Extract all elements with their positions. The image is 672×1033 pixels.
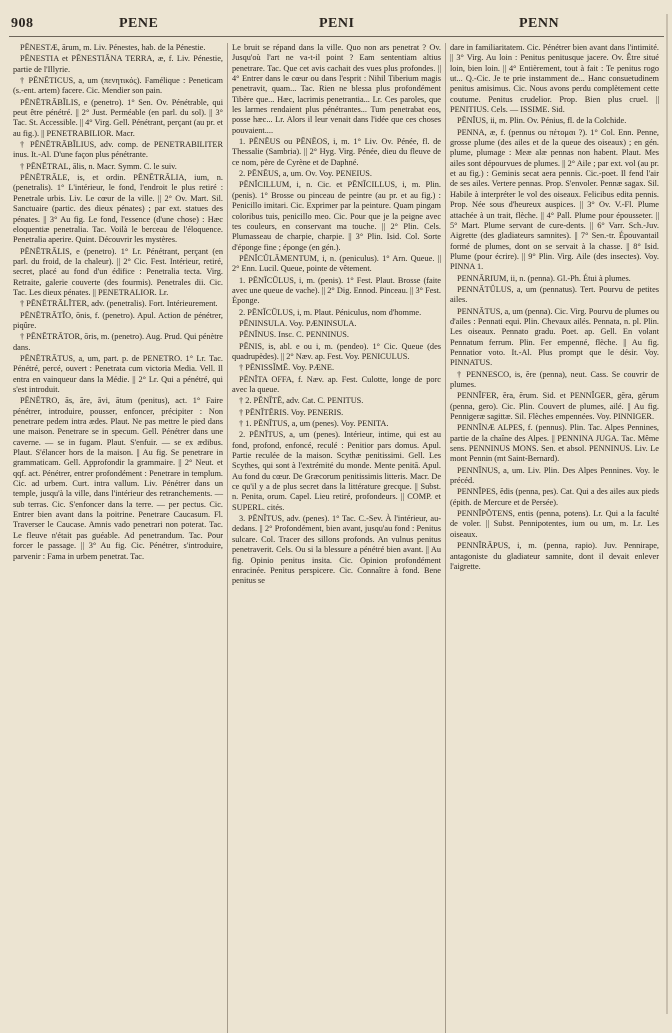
left-running-head: PENE — [119, 16, 159, 31]
dictionary-entry: 1. PĒNĒUS ou PĒNĒOS, i, m. 1° Liv. Ov. Pénée, fl. de Thessalie (Sambria). || 2° Hyg. Virg. Pénée, dieu du fleuve de ce nom, père de Cyrène et de Daphné. — [232, 137, 441, 167]
dictionary-entry: PĒNĬCŬLĀMENTUM, i, n. (peniculus). 1° Arn. Queue. || 2° Enn. Lucil. Queue, pointe de vêtement. — [232, 253, 441, 274]
dictionary-entry: PENNĪNUS, a, um. Liv. Plin. Des Alpes Pennines. Voy. le précéd. — [450, 465, 659, 486]
dictionary-entry: † PENNESCO, is, ĕre (penna), neut. Cass. Se couvrir de plumes. — [450, 369, 659, 389]
dictionary-entry: 2. PĒNĒUS, a, um. Ov. Voy. PENEIUS. — [239, 169, 372, 179]
dictionary-entry: PĒNESTIA et PĒNESTIĀNA TERRA, æ, f. Liv. Pénestie, partie de l'Illyrie. — [13, 54, 223, 74]
dictionary-entry: PENNĬRĀPUS, i, m. (penna, rapio). Juv. Pennirape, antagoniste du gladiateur samnite, dont il devait enlever l'aigrette. — [450, 541, 659, 571]
columns — [9, 43, 664, 1033]
dictionary-entry: PĒNĒTRĀTUS, a, um, part. p. de PENETRO. 1° Lr. Tac. Pénétré, percé, ouvert : Penetrata cum victoria Media. Vell. Il entra en vainqueur dans la Médie. || 2° Lr. Qui a pénétré, qui s'est introduit. — [13, 353, 223, 394]
dictionary-entry: dare in familiaritatem. Cic. Pénétrer bien avant dans l'intimité. || 3° Virg. Au loin : Penitus penitusque jacere. Ov. Être situé loin, bien loin. || 4° Entièrement, tout à fait : Te penitus rogo ut... Q.-Cic. Je te prie instamment de... Hanc consuetudinem penitus amisimus. Cic. Nous avons perdu complètement cette coutume. Penitus crudelior. Prop. Bien plus cruel. || PENITIUS. Cels. — ISSIME. Sid. — [450, 43, 659, 115]
dictionary-entry: PENNĬPŎTENS, entis (penna, potens). Lr. Qui a la faculté de voler. || Subst. Pennipotentes, ium ou um, m. Lr. Les oiseaux. — [450, 509, 659, 539]
dictionary-entry: † PĒNĒTRĀTOR, ōris, m. (penetro). Aug. Prud. Qui pénètre dans. — [13, 332, 223, 352]
dictionary-entry: PENNĀTUS, a, um (penna). Cic. Virg. Pourvu de plumes ou d'ailes : Pennati equi. Plin. Chevaux ailés. Pennata, n. pl. Plin. Les oiseaux. Pennato gradu. Poet. ap. Gell. En volant Pennatum ferrum. Plin. Fer empenné, flèche. || Au fig. Pennatior voto. It.-Al. Plus prompt que le désir. Voy. PINNATUS. — [450, 306, 659, 368]
dictionary-entry: PĒNĪNUS. Insc. C. PENNINUS. — [239, 330, 349, 340]
dictionary-entry: PĒNESTÆ, ārum, m. Liv. Pénestes, hab. de la Pénestie. — [20, 43, 206, 52]
dictionary-entry: 2. PĒNĬTUS, a, um (penes). Intérieur, intime, qui est au fond, profond, enfoncé, reculé : Penitior pars domus. Apul. Partie reculée de la maison. Scythæ penitissimi. Gell. Les Scythes, qui sont à l'extrémité du monde. Mente penitā. Apul. Au fond du cœur. De Græcorum penitissimis litteris. Macr. De ce qu'il y a de plus secret dans la littérature grecque. || Subst. n. Penita, orum. Capel. Lieu retiré, profondeurs. || COMP. et SUPERL. cités. — [232, 430, 441, 512]
column-right — [445, 43, 663, 1033]
dictionary-entry: Le bruit se répand dans la ville. Quo non ars penetrat ? Ov. Jusqu'où l'art ne va-t-il point ? Eam sententiam altius penetrare. Tac. Que cet avis cachait des vues plus profondes. || 4° Entrer dans le cœur ou dans l'esprit : Nihil Tiberium magis penetravit, quam... Tac. Rien ne blessa plus profondément Tibère que... Hæc, lacrimis penetrantia... Lr. Ces paroles, que les larmes rendaient plus pénétrantes... Tum penetrabat eos, posse hæc... Lr. Alors il leur venait dans l'idée que ces choses pouvaient.... — [232, 43, 441, 135]
dictionary-entry: PENNĪNÆ ALPES, f. (pennus). Plin. Tac. Alpes Pennines, partie de la chaîne des Alpes. || PENNINA JUGA. Tac. Même sens. PENNINUS MONS. Sen. et absol. PENNINUS. Liv. Le mont Pennin (mt Saint-Bernard). — [450, 423, 659, 464]
dictionary-entry: PĒNĬCILLUM, i, n. Cic. et PĒNĬCILLUS, i, m. Plin. (penis). 1° Brosse ou pinceau de peintre (au pr. et au fig.) : Penicillo imitari. Cic. Exprimer par la peinture. Quam pingam coloribus tuis, penicillo meo. Cic. Pour que je la peigne avec tes couleurs, en conservant ma touche. || 2° Plin. Cels. Plumasseau de charpie, charpie. || 3° Plin. Isid. Col. Sorte d'éponge fine ; éponge (en gén.). — [232, 180, 441, 252]
dictionary-entry: PENNĀTŬLUS, a, um (pennatus). Tert. Pourvu de petites ailes. — [450, 284, 659, 305]
dictionary-entry: PĒNĒTRĀTĬO, ōnis, f. (penetro). Apul. Action de pénétrer, piqûre. — [13, 310, 223, 330]
column-left — [9, 43, 227, 1033]
dictionary-entry: PĒNĬTA OFFA, f. Næv. ap. Fest. Culotte, longe de porc avec la queue. — [232, 374, 441, 394]
dictionary-entry: PENNĬPES, ĕdis (penna, pes). Cat. Qui a des ailes aux pieds (épith. de Mercure et de Persée). — [450, 487, 659, 507]
page-number: 908 — [11, 16, 34, 31]
dictionary-entry: PENNĬFER, ĕra, ĕrum. Sid. et PENNĬGER, gĕra, gĕrum (penna, gero). Cic. Plin. Couvert de plumes, ailé. || Au fig. Pennigeræ sagittæ. Sil. Flèches empennées. Voy. PINNIGER. — [450, 391, 659, 422]
page-edge-rule — [666, 14, 668, 1014]
dictionary-entry: PĒNĬUS, ii, m. Plin. Ov. Pénius, fl. de la Colchide. — [457, 116, 627, 126]
dictionary-entry: † PĒNĒTICUS, a, um (πενητικός). Famélique : Peneticam (s.-ent. artem) facere. Cic. Mendier son pain. — [13, 76, 223, 96]
dictionary-entry: † 1. PĒNĬTUS, a, um (penes). Voy. PENITA. — [239, 419, 389, 429]
dictionary-entry: † PĒNĬTĒRIS. Voy. PENERIS. — [239, 407, 344, 417]
dictionary-entry: PĒNĒTRĀLIS, e (penetro). 1° Lr. Pénétrant, perçant (en parl. du froid, de la chaleur). || 2° Cic. Fest. Intérieur, retiré, secret, placé au fond d'un édifice : Penetralia tecta. Virg. Retraite, galerie couverte (des fourmis). Penetrales dii. Cic. Tac. Les dieux pénates. || PENETRALIOR. Lr. — [13, 246, 223, 297]
right-running-head: PENN — [519, 16, 560, 31]
running-header — [9, 14, 664, 37]
dictionary-entry: † PĒNĒTRĀLĬTER, adv. (penetralis). Fort. Intérieurement. — [20, 299, 218, 309]
dictionary-entry: PĒNĒTRĀLE, is, et ordin. PĒNĒTRĀLIA, ium, n. (penetralis). 1° L'intérieur, le fond, l'endroit le plus retiré : Penetrale urbis. Liv. Le cœur de la ville. || 2° Ov. Mart. Sil. Sanctuaire (partic. des dieux pénates) ; par ext. statues des pénates. || 3° Au fig. Le fond, l'essence (d'une chose) : Hæc eloquentiæ penetralia. Tac. Voilà le berceau de l'éloquence. Penetralia aperire. Quint. Découvrir les mystères. — [13, 173, 223, 245]
dictionary-entry: PĒNĒTRĀBĬLIS, e (penetro). 1° Sen. Ov. Pénétrable, qui peut être pénétré. || 2° Just. Perméable (en parl. du sol). || 3° Tac. St. Accessible. || 4° Virg. Gell. Pénétrant, perçant (au pr. et au fig.). || PENETRABILIOR. Macr. — [13, 97, 223, 138]
dictionary-entry: PĒNĒTRO, ās, āre, āvi, ātum (penitus), act. 1° Faire pénétrer, introduire, pousser, enfoncer, précipiter : Non penetrare pedem intra ædes. Plaut. Ne pas mettre le pied dans une maison. Penetrare se in specum. Gell. Pénétrer dans une caverne. — se in fugam. Plaut. S'enfuir. — se ex ædibus. Plaut. S'élancer hors de la maison. || Au fig. Se penetrare in grammaticam. Gell. Approfondir la grammaire. || 2° Neut. et qqf. act. Pénétrer, entrer profondément : Penetrare in templum. Cic. ad urbem. Curt. intra vallum. Liv. Pénétrer dans un temple, jusqu'à la ville, dans l'intérieur des retranchements. — sub terras. Cic. S'enfoncer dans la terre. — per pectus. Cic. Entrer bien avant dans la poitrine. Penetrare Caucasum. Fl. Traverser le Caucase. Amnis vado penetrari non poterat. Tac. Le fleuve n'était pas guéable. Ad penetrandum. Tac. Pour forcer le passage. || 3° Au fig. Cic. Pénétrer, s'introduire, parvenir : Fama in urbem penetrat. Tac. — [13, 396, 223, 561]
column-middle — [227, 43, 445, 1033]
dictionary-entry: † PĒNĒTRAL, ālis, n. Macr. Symm. C. le suiv. — [20, 161, 177, 171]
dictionary-entry: 2. PĒNĬCŬLUS, i, m. Plaut. Péniculus, nom d'homme. — [239, 307, 422, 317]
dictionary-entry: 3. PĒNĬTUS, adv. (penes). 1° Tac. C.-Sev. À l'intérieur, au-dedans. || 2° Profondément, bien avant, jusqu'au fond : Penitus sulcare. Col. Tracer des sillons profonds. An vulnus penitus penetraverit. Cels. Ou si la blessure a pénétré bien avant. || Au fig. Opinio penitus insita. Cic. Opinion profondément enracinée. Penitus perspicere. Cic. Connaître à fond. Bene penitus se — [232, 514, 441, 586]
dictionary-entry: † PĒNISSĬMĒ. Voy. PÆNE. — [239, 363, 335, 373]
dictionary-entry: † 2. PĒNĬTĒ, adv. Cat. C. PENITUS. — [239, 396, 364, 406]
center-running-head: PENI — [319, 16, 355, 31]
dictionary-entry: PENNĀRIUM, ii, n. (penna). Gl.-Ph. Étui à plumes. — [457, 273, 631, 283]
dictionary-entry: PĒNIS, is, abl. e ou i, m. (pendeo). 1° Cic. Queue (des quadrupèdes). || 2° Næv. ap. Fest. Voy. PENICULUS. — [232, 341, 441, 361]
dictionary-entry: 1. PĒNĬCŬLUS, i, m. (penis). 1° Fest. Plaut. Brosse (faite avec une queue de vache). || 2° Dig. Ennod. Pinceau. || 3° Fest. Éponge. — [232, 275, 441, 306]
dictionary-entry: † PĒNĒTRĀBĬLIUS, adv. comp. de PENETRABILITER inus. It.-Al. D'une façon plus pénétrante. — [13, 140, 223, 160]
dictionary-entry: PĒNINSULA. Voy. PÆNINSULA. — [239, 318, 357, 328]
dictionary-entry: PENNA, æ, f. (pennus ou πέτομαι ?). 1° Col. Enn. Penne, grosse plume (des ailes et de la queue des oiseaux) ; en gén. plume, plumage : Meæ alæ pennas non habent. Plaut. Mes ailes sont dépourvues de plumes. || 2° Aile ; par ext. vol (au pr. et au fig.) : Geminis secat aera pennis. Cic.-poet. Il fend l'air de ses ailes. Vertere pennas. Prop. S'envoler. Pennæ sagax. Sil. Habile à interpréter le vol des oiseaux. Felicibus edita pennis. Prop. Née sous d'heureux auspices. || 3° Ov. V.-Fl. Plume attachée à un trait, flèche. || 4° Pall. Plume pour épousseter. || 5° Mart. Plume servant de cure-dents. || 6° Varr. Sch.-Juv. Aigrette (des gladiateurs samnites). || 7° Sen.-tr. Épouvantail formé de plumes, dont on se servait à la chasse. || 8° Isid. Plume (pour écrire). || 9° Plin. Virg. Aile (des insectes). Voy. PINNA 1. — [450, 127, 659, 272]
